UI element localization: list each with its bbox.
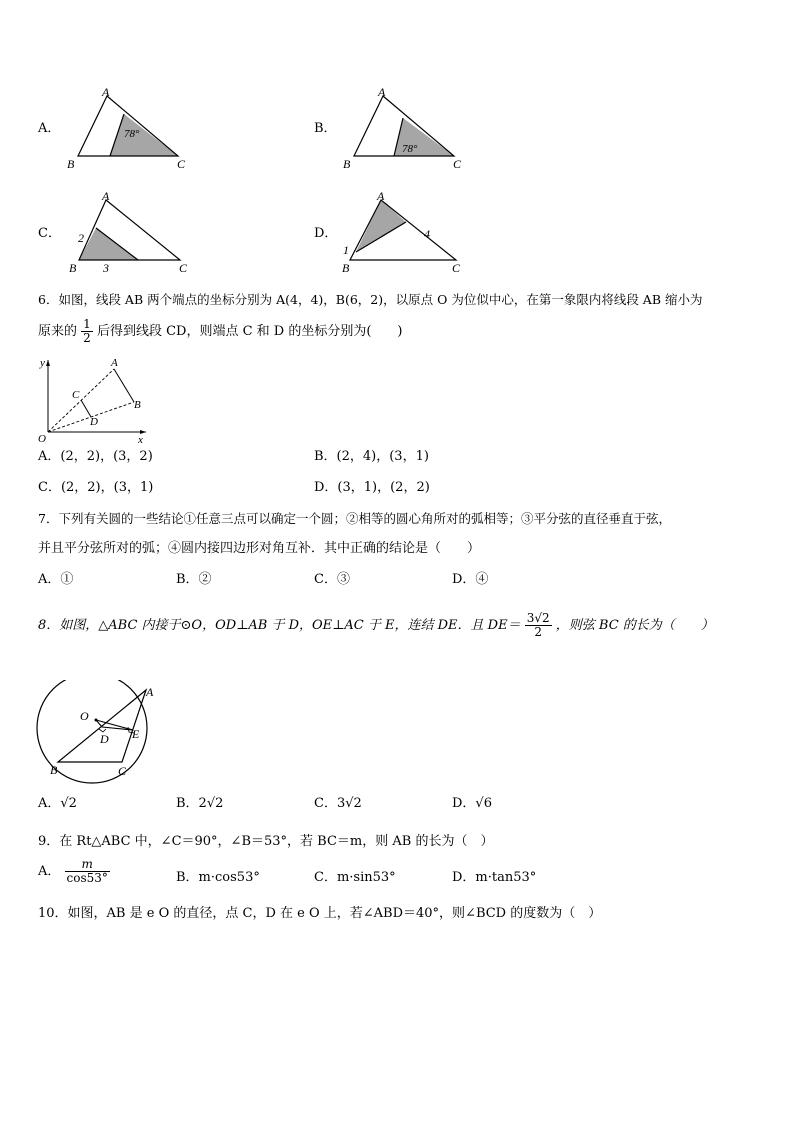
q5-a-pt-a: A [102,86,110,99]
q9-opt-a-den: cos53° [66,871,108,885]
q9-option-b[interactable]: B．m·cos53° [176,870,260,885]
q8-fraction [525,612,552,639]
q9-option-a[interactable] [38,858,110,885]
q8-stem [38,612,714,639]
q6-stem-line2 [38,318,402,345]
q8-frac-num: 3√2 [526,611,550,625]
q6-option-b[interactable]: B．(2，4)，(3，1) [314,449,429,464]
q5-b-pt-c: C [453,157,462,171]
q5-option-a-label: A． [38,121,61,136]
q5-a-pt-c: C [177,157,186,171]
q5-figure-b [336,86,476,172]
q9-option-c[interactable]: C．m·sin53° [314,870,396,885]
q6-fig-o: O [38,433,46,444]
q6-fig-b: B [134,399,141,411]
q7-option-d[interactable]: D．④ [452,572,489,587]
q5-figure-a [60,86,200,172]
q8-fig-c: C [118,764,127,778]
q8-stem-post: ，则弦 BC 的长为（ ） [555,618,714,633]
q9-option-d[interactable]: D．m·tan53° [452,870,537,885]
q5-option-c-label: C． [38,226,61,241]
q5-b-pt-a: A [378,86,386,99]
q5-d-side1: 1 [343,243,349,257]
q8-figure [34,680,164,784]
q5-d-pt-c: C [452,261,461,275]
q6-fig-c: C [72,389,80,401]
q5-option-b-label: B． [314,121,337,136]
q9-option-a-label: A． [38,864,61,879]
q5-c-side2: 3 [103,261,109,275]
q10-stem: 10．如图，AB 是 e O 的直径，点 C，D 在 e O 上，若∠ABD＝40°，则∠BCD 的度数为（ ） [38,906,602,921]
q6-fig-a: A [111,357,118,369]
q8-frac-den: 2 [534,625,542,639]
q6-figure [34,354,154,444]
q8-fig-d: D [100,732,109,746]
q8-option-d[interactable]: D．√6 [452,796,492,811]
q6-fig-x: x [138,434,143,444]
q6-option-d[interactable]: D．(3，1)，(2，2) [314,480,430,495]
q8-option-a[interactable]: A．√2 [38,796,77,811]
q5-d-pt-a: A [377,190,385,203]
q8-option-c[interactable]: C．3√2 [314,796,362,811]
q5-figure-c [60,190,200,276]
q6-stem-pre: 原来的 [38,324,78,339]
q5-b-angle: 78° [402,143,418,155]
q5-a-angle: 78° [124,128,140,140]
q5-d-pt-b: B [342,261,350,275]
q5-d-side2: 4 [424,227,430,241]
q5-a-pt-b: B [67,157,75,171]
q8-stem-pre: 8．如图，△ABC 内接于⊙O，OD⊥AB 于 D，OE⊥AC 于 E，连结 DE．且 DE＝ [38,618,521,633]
q5-c-pt-a: A [102,190,110,203]
q5-c-pt-c: C [179,261,188,275]
q6-stem-post: 后得到线段 CD，则端点 C 和 D 的坐标分别为( ) [96,324,403,339]
q6-frac-den: 2 [83,331,91,345]
q6-option-c[interactable]: C．(2，2)，(3，1) [38,480,154,495]
q5-c-side1: 2 [78,231,84,245]
q8-fig-e: E [132,727,140,741]
q6-option-a[interactable]: A．(2，2)，(3，2) [38,449,153,464]
q8-option-b[interactable]: B．2√2 [176,796,224,811]
q6-fraction [81,318,93,345]
q6-frac-num: 1 [83,317,91,331]
q6-stem-line1: 6．如图，线段 AB 两个端点的坐标分别为 A(4，4)，B(6，2)，以原点 O 为位似中心，在第一象限内将线段 AB 缩小为 [38,292,703,307]
q8-fig-a: A [146,685,154,699]
q5-figure-d [336,190,476,276]
q9-stem: 9．在 Rt△ABC 中，∠C＝90°，∠B＝53°，若 BC＝m，则 AB 的长为（ ） [38,834,494,849]
q5-option-d-label: D． [314,226,338,241]
q6-fig-y: y [40,357,45,369]
q9-opt-a-num: m [65,858,110,872]
q5-c-pt-b: B [69,261,77,275]
q8-fig-b: B [50,763,58,777]
q6-fig-d: D [90,416,98,428]
q7-option-b[interactable]: B．② [176,572,212,587]
q8-fig-o: O [80,709,89,723]
q9-option-a-fraction [65,858,110,885]
q7-stem-line1: 7．下列有关圆的一些结论①任意三点可以确定一个圆；②相等的圆心角所对的弧相等；③平分弦的直径垂直于弦， [38,511,671,526]
q7-option-c[interactable]: C．③ [314,572,350,587]
q7-option-a[interactable]: A．① [38,572,74,587]
q5-b-pt-b: B [343,157,351,171]
q7-stem-line2: 并且平分弦所对的弧；④圆内接四边形对角互补．其中正确的结论是（ ） [38,541,481,556]
